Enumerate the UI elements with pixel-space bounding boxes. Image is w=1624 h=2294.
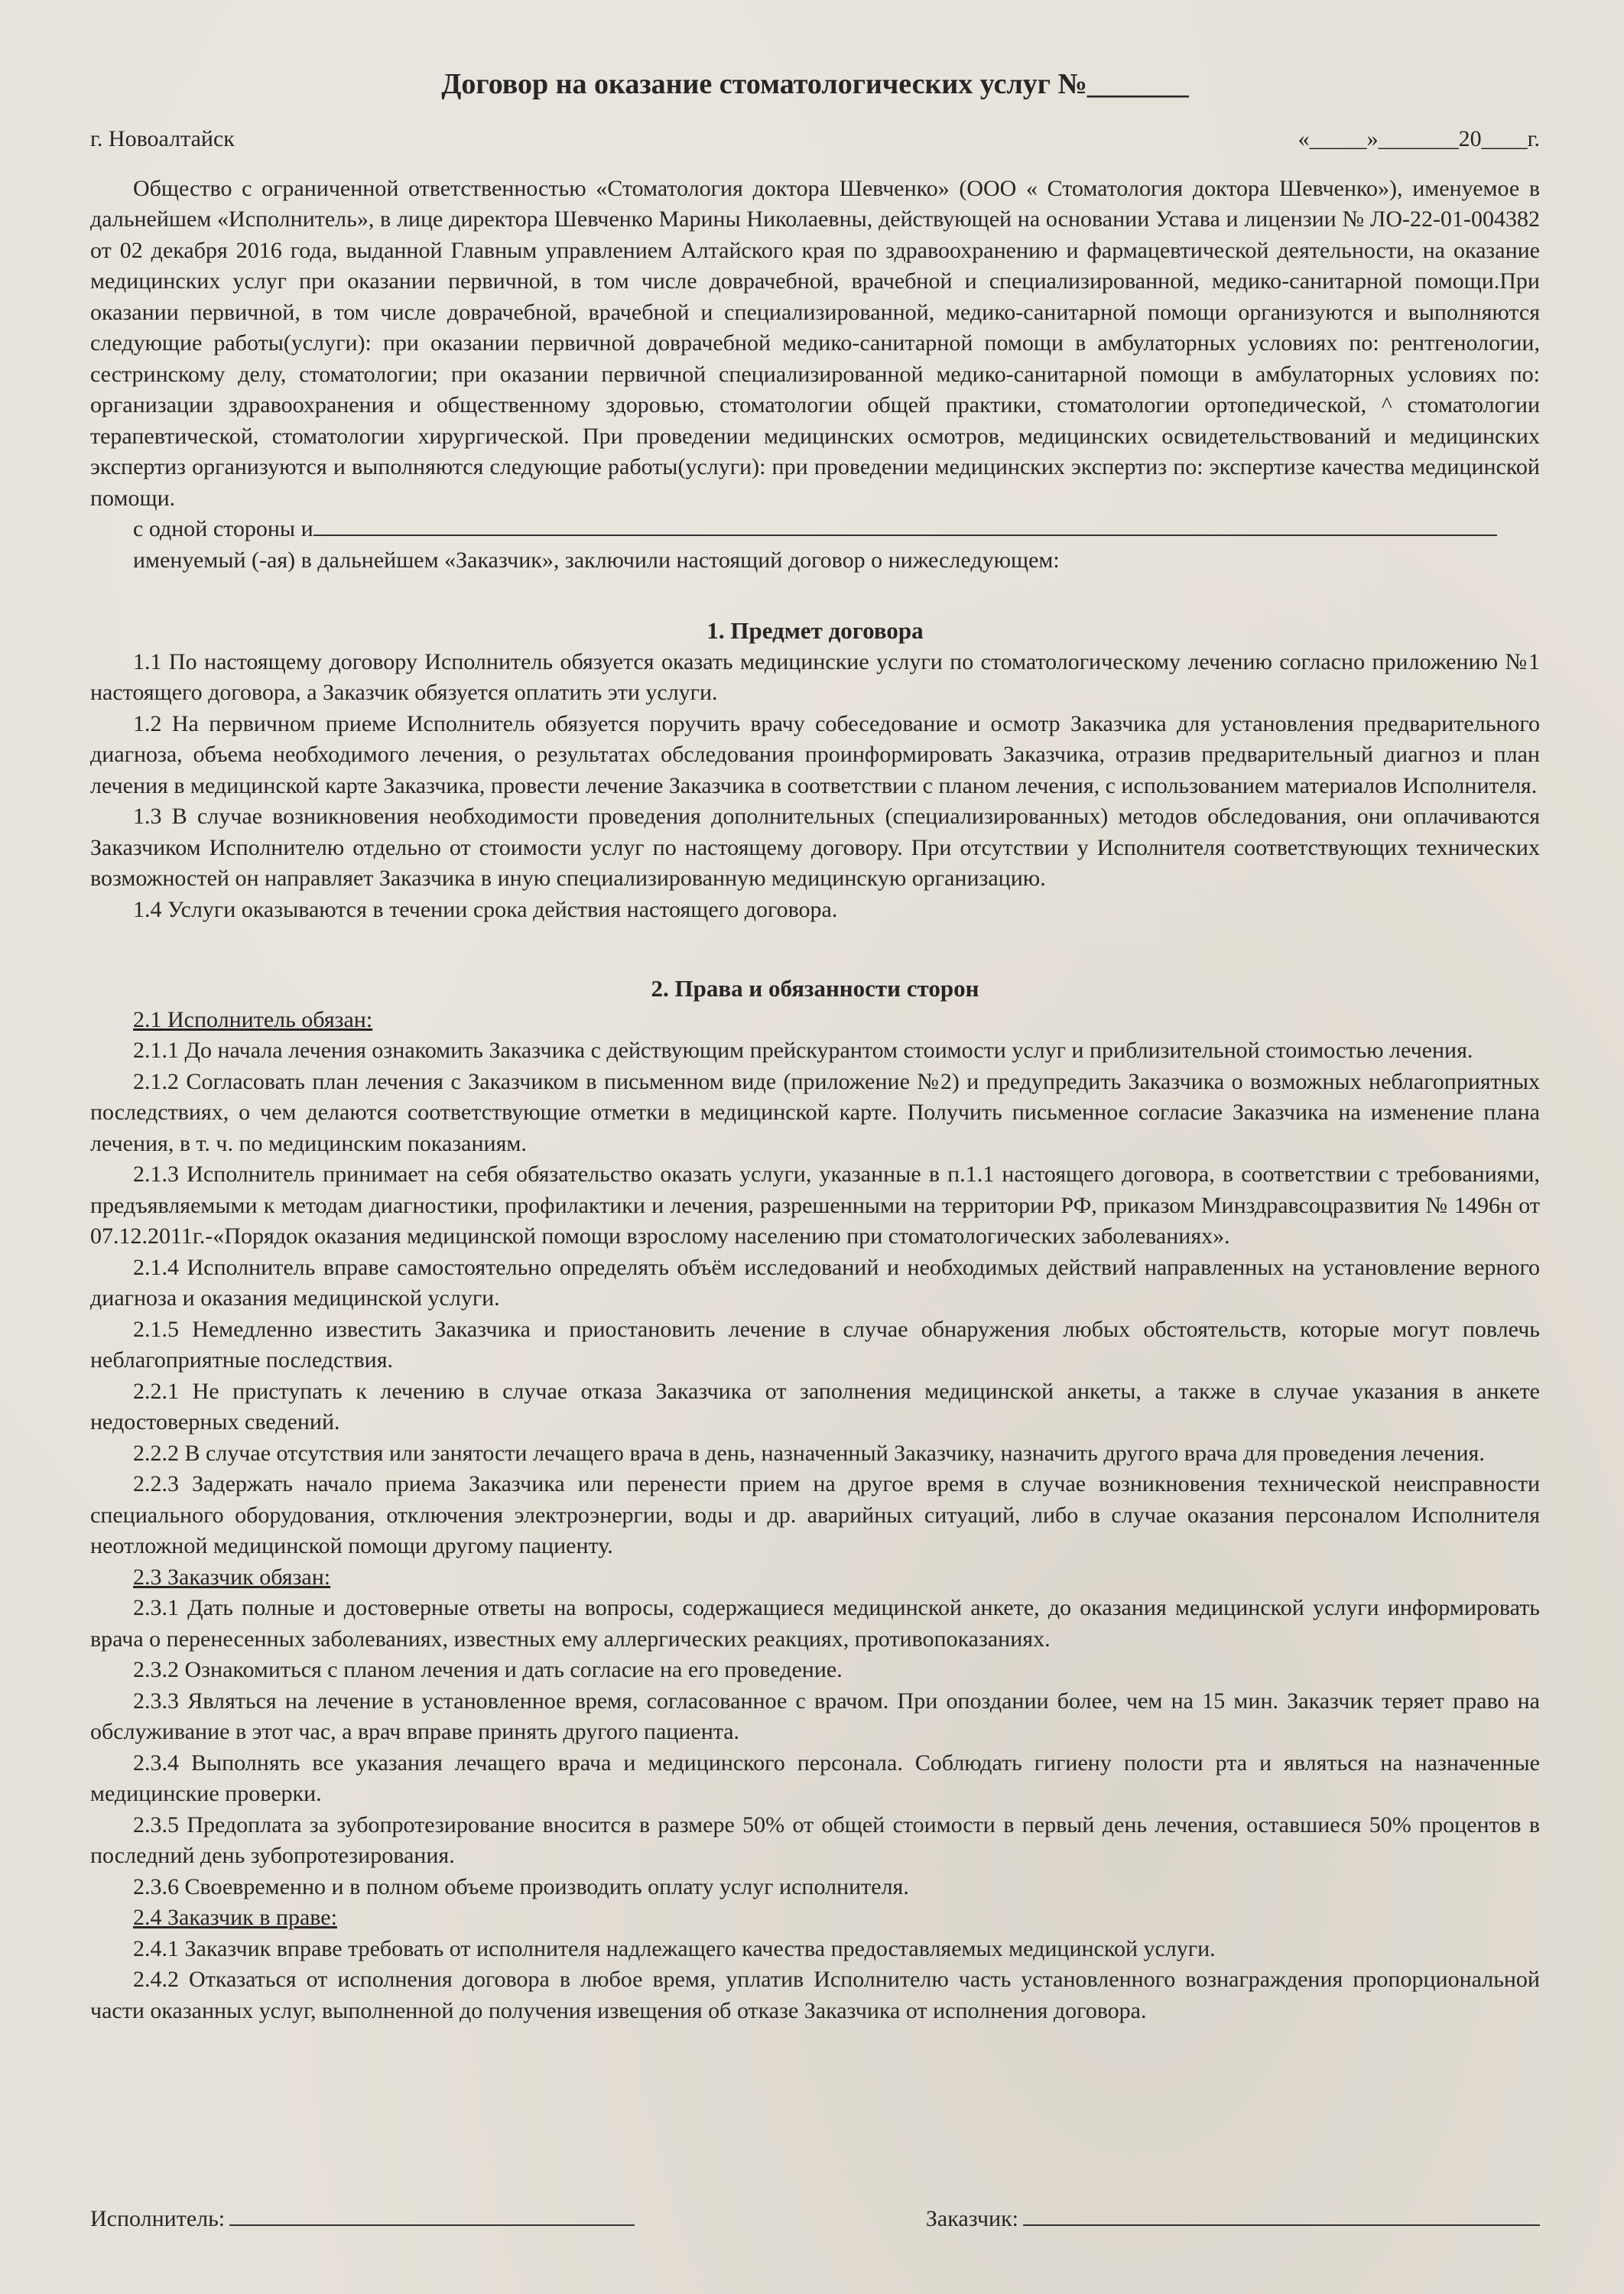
paragraph-2-4-2: 2.4.2 Отказаться от исполнения договора в любое время, уплатив Исполнителю часть установленного вознаграждения пропорциональной части оказанных услуг, выполненной до получения извещения об отказе Заказчика от исполнения договора. (90, 1967, 1540, 2023)
executor-signature-line[interactable] (229, 2206, 635, 2226)
paragraph-1-3: 1.3 В случае возникновения необходимости проведения дополнительных (специализированных) методов обследования, они оплачиваются Заказчиком Исполнителю отдельно от стоимости услуг по настоящему договору. При отсутствии у Исполнителя соответствующих технических возможностей он направляет Заказчика в иную специализированную медицинскую организацию. (90, 804, 1540, 891)
paragraph-1-1: 1.1 По настоящему договору Исполнитель обязуется оказать медицинские услуги по стоматологическому лечению согласно приложению №1 настоящего договора, а Заказчик обязуется оплатить эти услуги. (90, 648, 1540, 705)
section-1-heading: 1. Предмет договора (706, 617, 924, 644)
customer-name-field[interactable] (313, 515, 1497, 536)
subsection-2-4-text: 2.4 Заказчик в праве: (133, 1905, 337, 1930)
city: г. Новоалтайск (90, 126, 235, 151)
customer-signature-line[interactable] (1023, 2206, 1540, 2226)
preamble-paragraph: Общество с ограниченной ответственностью «Стоматология доктора Шевченко» (ООО « Стоматология доктора Шевченко»), именуемое в дальнейшем «Исполнитель», в лице директора Шевченко Марины Николаевны, действующей на основании Устава и лицензии № ЛО-22-01-004382 от 02 декабря 2016 года, выданной Главным управлением Алтайского края по здравоохранению и фармацевтической деятельности, на оказание медицинских услуг при оказании первичной, в том числе доврачебной, врачебной и специализированной, медико-санитарной помощи.При оказании первичной, в том числе доврачебной, врачебной и специализированной, медико-санитарной помощи организуются и выполняются следующие работы(услуги): при оказании первичной доврачебной медико-санитарной помощи в амбулаторных условиях по: рентгенологии, сестринскому делу, стоматологии; при оказании первичной специализированной медико-санитарной помощи в амбулаторных условиях по: организации здравоохранения и общественному здоровью, стоматологии общей практики, стоматологии ортопедической, ^ стоматологии терапевтической, стоматологии хирургической. При проведении медицинских осмотров, медицинских освидетельствований и медицинских экспертиз организуются и выполняются следующие работы(услуги): при проведении медицинских экспертиз по: экспертизе качества медицинской помощи. (90, 175, 1540, 511)
customer-intro: именуемый (-ая) в дальнейшем «Заказчик», заключили настоящий договор о нижеследующем: (133, 547, 1060, 573)
subsection-2-3-text: 2.3 Заказчик обязан: (133, 1564, 331, 1590)
paragraph-1-2: 1.2 На первичном приеме Исполнитель обязуется поручить врачу собеседование и осмотр Заказчика для установления предварительного диагноза, объема необходимого лечения, о результатах обследования проинформировать Заказчика, отразив предварительный диагноз и план лечения в медицинской карте Заказчика, провести лечение Заказчика в соответствии с планом лечения, с использованием материалов Исполнителя. (90, 710, 1540, 798)
contract-document (90, 61, 1540, 2231)
paragraph-2-1-4: 2.1.4 Исполнитель вправе самостоятельно определять объём исследований и необходимых действий направленных на установление верного диагноза и оказания медицинской услуги. (90, 1254, 1540, 1311)
paragraph-2-1-3: 2.1.3 Исполнитель принимает на себя обязательство оказать услуги, указанные в п.1.1 настоящего договора, в соответствии с требованиями, предъявляемыми к методам диагностики, профилактики и лечения, разрешенными на территории РФ, приказом Минздравсоцразвития № 1496н от 07.12.2011г.-«Порядок оказания медицинской помощи взрослому населению при стоматологических заболеваниях». (90, 1162, 1540, 1249)
paragraph-1-4: 1.4 Услуги оказываются в течении срока действия настоящего договора. (133, 896, 838, 922)
customer-label: Заказчик: (925, 2206, 1018, 2231)
paragraph-2-2-3: 2.2.3 Задержать начало приема Заказчика или перенести прием на другое время в случае возникновения технической неисправности специального оборудования, отключения электроэнергии, воды и др. аварийных ситуаций, либо в случае оказания персоналом Исполнителя неотложной медицинской помощи другому пациенту. (90, 1471, 1540, 1558)
contract-date: «_____»_______20____г. (1298, 126, 1540, 151)
subsection-2-4-label (90, 1902, 1540, 1934)
subsection-2-1-text: 2.1 Исполнитель обязан: (133, 1006, 373, 1032)
section-2-heading: 2. Права и обязанности сторон (651, 975, 979, 1002)
paragraph-2-3-6: 2.3.6 Своевременно и в полном объеме производить оплату услуг исполнителя. (133, 1873, 909, 1899)
paragraph-2-2-1: 2.2.1 Не приступать к лечению в случае отказа Заказчика от заполнения медицинской анкеты, а также в случае указания в анкете недостоверных сведений. (90, 1378, 1540, 1435)
paragraph-2-1-1: 2.1.1 До начала лечения ознакомить Заказчика с действующим прейскурантом стоимости услуг и приблизительной стоимостью лечения. (133, 1038, 1473, 1063)
subsection-2-1-label (90, 1005, 1540, 1036)
paragraph-2-3-3: 2.3.3 Являться на лечение в установленное время, согласованное с врачом. При опоздании более, чем на 15 мин. Заказчик теряет право на обслуживание в этот час, а врач вправе принять другого пациента. (90, 1688, 1540, 1744)
paragraph-2-3-2: 2.3.2 Ознакомиться с планом лечения и дать согласие на его проведение. (133, 1657, 843, 1682)
other-side-label: с одной стороны и (133, 516, 313, 541)
executor-label: Исполнитель: (90, 2206, 226, 2231)
customer-signature (926, 2204, 1540, 2235)
other-side-line (90, 514, 1540, 545)
subsection-2-3-label (90, 1562, 1540, 1594)
paragraph-2-3-4: 2.3.4 Выполнять все указания лечащего врача и медицинского персонала. Соблюдать гигиену полости рта и являться на назначенные медицинские проверки. (90, 1750, 1540, 1806)
paragraph-2-3-1: 2.3.1 Дать полные и достоверные ответы на вопросы, содержащиеся медицинской анкете, до оказания медицинской услуги информировать врача о перенесенных заболеваниях, известных ему аллергических реакциях, противопоказаниях. (90, 1595, 1540, 1652)
paragraph-2-1-5: 2.1.5 Немедленно известить Заказчика и приостановить лечение в случае обнаружения любых обстоятельств, которые могут повлечь неблагоприятные последствия. (90, 1316, 1540, 1373)
paragraph-2-3-5: 2.3.5 Предоплата за зубопротезирование вносится в размере 50% от общей стоимости в первый день лечения, оставшиеся 50% процентов в последний день зубопротезирования. (90, 1811, 1540, 1868)
paragraph-2-2-2: 2.2.2 В случае отсутствия или занятости лечащего врача в день, назначенный Заказчику, назначить другого врача для проведения лечения. (133, 1440, 1485, 1466)
city-date-row (90, 124, 1540, 155)
signature-row (90, 2204, 1540, 2235)
contract-title: Договор на оказание стоматологических услуг №_______ (441, 68, 1189, 100)
paragraph-2-4-1: 2.4.1 Заказчик вправе требовать от исполнителя надлежащего качества предоставляемых медицинской услуги. (133, 1935, 1216, 1961)
paragraph-2-1-2: 2.1.2 Согласовать план лечения с Заказчиком в письменном виде (приложение №2) и предупредить Заказчика о возможных неблагоприятных последствиях, о чем делаются соответствующие отметки в медицинской карте. Получить письменное согласие Заказчика на изменение плана лечения, в т. ч. по медицинским показаниям. (90, 1068, 1540, 1156)
executor-signature (90, 2204, 635, 2235)
